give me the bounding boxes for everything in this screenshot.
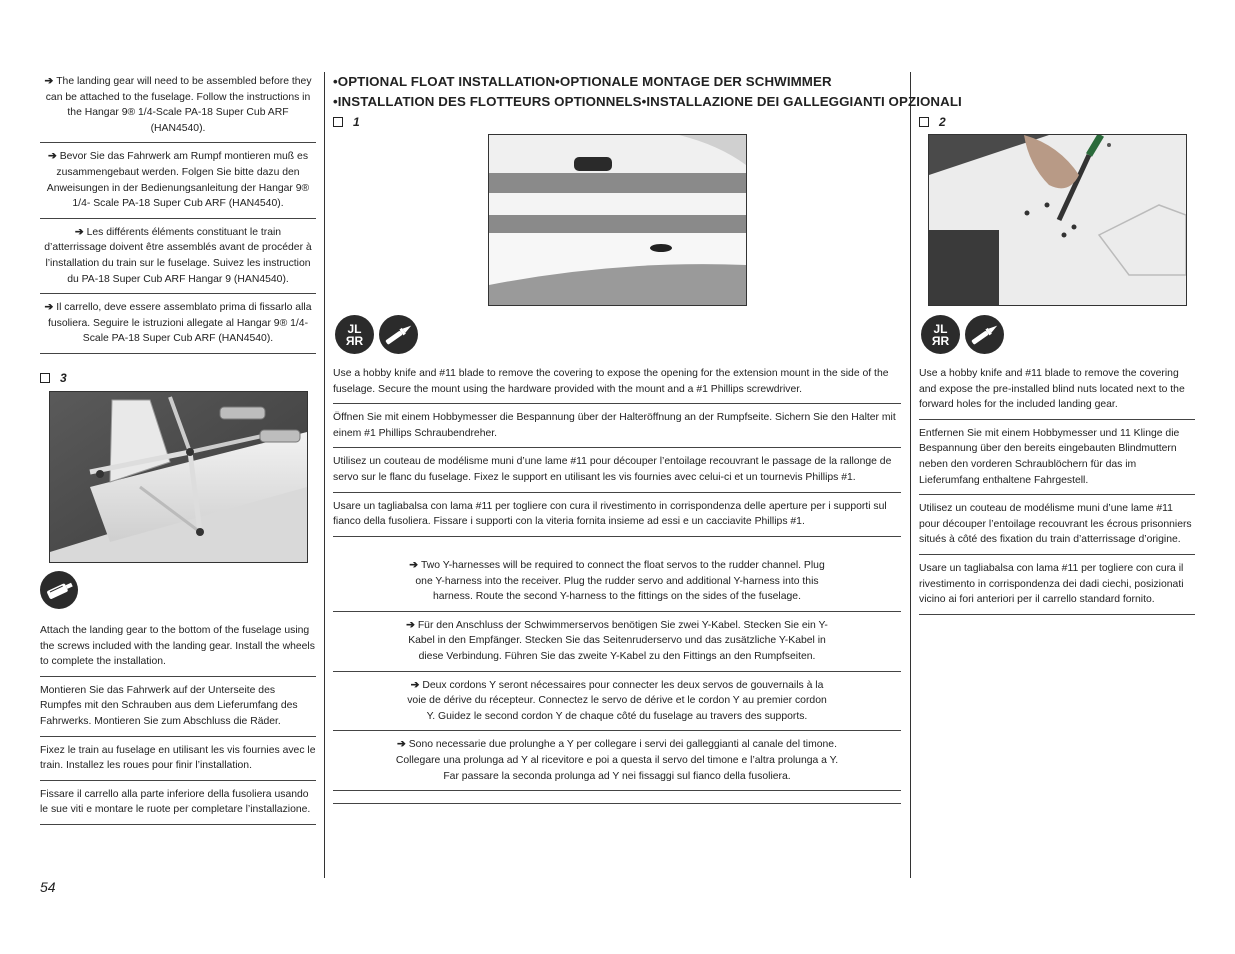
landing-gear-photo (49, 391, 308, 563)
blind-nut-photo (928, 134, 1187, 306)
step-1-heading (333, 115, 360, 129)
column-divider-right (910, 72, 911, 878)
paragraph-de: Öffnen Sie mit einem Hobbymesser die Bespannung über der Halteröffnung an der Rumpfseite. Sichern Sie den Halter mit einem #1 Phillips Schraubendreher. (333, 404, 901, 448)
step-2-heading (919, 115, 946, 129)
hobby-knife-badge-icon (379, 315, 418, 354)
ruler-badge-icon: JL ЯR (335, 315, 374, 354)
section-title-line1: •OPTIONAL FLOAT INSTALLATION•OPTIONALE MONTAGE DER SCHWIMMER (333, 74, 832, 89)
column-divider-left (324, 72, 325, 878)
paragraph-de: Montieren Sie das Fahrwerk auf der Unterseite des Rumpfes mit den Schrauben aus dem Lieferumfang des Fahrwerks. Montieren Sie zum Abschluss die Räder. (40, 677, 316, 737)
left-step-3-text (40, 617, 316, 825)
note-it: ➔ Sono necessarie due prolunghe a Y per collegare i servi dei galleggianti al canale del timone. Collegare una prolunga ad Y al ricevitore e poi a questa il servo del timone e l’altra prolunga a Y. Far passare la seconda prolunga ad Y nei fissaggi sul fianco della fusoliera. (333, 731, 901, 791)
middle-step-1-text (333, 360, 901, 537)
screwdriver-badge-icon (40, 571, 78, 609)
arrow-icon: ➔ (44, 76, 54, 87)
note-de: ➔ Für den Anschluss der Schwimmerservos benötigen Sie zwei Y-Kabel. Stecken Sie ein Y-Kabel in den Empfänger. Stecken Sie das Seitenruderservo und das zusätzliche Y-Kabel in diese Verbindung. Führen Sie das zweite Y-Kabel zu den Fittings an den Rumpfseiten. (333, 612, 901, 672)
paragraph-it: Usare un tagliabalsa con lama #11 per togliere con cura il rivestimento in corrispondenza delle aperture per i supporti sul fianco della fusoliera. Fissare i supporti con la viteria fornita insieme ad essi e un cacciavite Phillips #1. (333, 493, 901, 537)
note-fr: ➔ Les différents éléments constituant le train d’atterrissage doivent être assemblés avant de procéder à l’installation du train sur le fuselage. Suivez les instruction du PA-18 Super Cub ARF Hangar 9 (HAN4540). (40, 219, 316, 294)
right-step-2-text (919, 360, 1195, 615)
arrow-icon: ➔ (44, 302, 54, 314)
note-de: ➔ Bevor Sie das Fahrwerk am Rumpf montieren muß es zusammengebaut werden. Folgen Sie bitte dazu den Anweisungen in der Bedienungsanleitung der Hangar 9® 1/4- Scale PA-18 Super Cub ARF (HAN4540). (40, 143, 316, 218)
page-number: 54 (40, 879, 56, 895)
middle-notes (333, 552, 901, 804)
step-number: 1 (353, 115, 360, 129)
note-en: ➔ Two Y-harnesses will be required to connect the float servos to the rudder channel. Plug one Y-harness into the receiver. Plug the rudder servo and additional Y-harness into this harness. Route the second Y-harness to the fittings on the sides of the fuselage. (333, 552, 901, 612)
arrow-icon: ➔ (47, 151, 57, 163)
arrow-icon: ➔ (410, 679, 420, 691)
note-en: ➔ The landing gear will need to be assembled before they can be attached to the fuselage. Follow the instructions in the Hangar 9® 1/4-Scale PA-18 Super Cub ARF (HAN4540). (40, 68, 316, 143)
hobby-knife-badge-icon (965, 315, 1004, 354)
checkbox-icon (40, 373, 50, 383)
arrow-icon: ➔ (397, 739, 406, 751)
arrow-icon: ➔ (409, 560, 418, 571)
section-title (333, 72, 962, 111)
arrow-icon: ➔ (74, 226, 84, 238)
note-fr: ➔ Deux cordons Y seront nécessaires pour connecter les deux servos de gouvernails à la voie de dérive du récepteur. Connectez le servo de dérive et le cordon Y au premier cordon Y. Guidez le second cordon Y de chaque côté du fuselage au travers des supports. (333, 672, 901, 732)
fuselage-side-photo (488, 134, 747, 306)
paragraph-fr: Fixez le train au fuselage en utilisant les vis fournies avec le train. Installez les roues pour finir l’installation. (40, 737, 316, 781)
paragraph-it: Fissare il carrello alla parte inferiore della fusoliera usando le sue viti e montare le ruote per completare l’installazione. (40, 781, 316, 825)
left-column (40, 68, 316, 354)
paragraph-fr: Utilisez un couteau de modélisme muni d’une lame #11 pour découper l’entoilage recouvrant les écrous prisonniers situés à côté des fixation du train d’atterrissage d’origine. (919, 495, 1195, 555)
note-it: ➔ Il carrello, deve essere assemblato prima di fissarlo alla fusoliera. Seguire le istruzioni allegate al Hangar 9® 1/4- Scale PA-18 Super Cub ARF (HAN4540). (40, 294, 316, 354)
ruler-badge-icon: JL ЯR (921, 315, 960, 354)
paragraph-en: Attach the landing gear to the bottom of the fuselage using the screws included with the landing gear. Install the wheels to complete the installation. (40, 617, 316, 677)
checkbox-icon (333, 117, 343, 127)
paragraph-fr: Utilisez un couteau de modélisme muni d’une lame #11 pour découper l’entoilage recouvrant le passage de la rallonge de servo sur le flanc du fuselage. Fixez le support en utilisant les vis fournies avec celui-ci et un tournevis Phillips #1. (333, 448, 901, 492)
step-number: 2 (939, 115, 946, 129)
paragraph-en: Use a hobby knife and #11 blade to remove the covering and expose the pre-installed blind nuts located next to the forward holes for the included landing gear. (919, 360, 1195, 420)
step-number: 3 (60, 371, 67, 385)
section-title-line2: •INSTALLATION DES FLOTTEURS OPTIONNELS•INSTALLAZIONE DEI GALLEGGIANTI OPZIONALI (333, 93, 962, 109)
step-3-heading (40, 371, 67, 385)
checkbox-icon (919, 117, 929, 127)
arrow-icon: ➔ (406, 619, 415, 631)
paragraph-en: Use a hobby knife and #11 blade to remove the covering to expose the opening for the extension mount in the side of the fuselage. Secure the mount using the hardware provided with the mount and a #1 Phillips screwdriver. (333, 360, 901, 404)
paragraph-it: Usare un tagliabalsa con lama #11 per togliere con cura il rivestimento in corrispondenza dei dadi ciechi, posizionati vicino ai fori anteriori per il carrello standard fornito. (919, 555, 1195, 615)
empty-section-rule (333, 791, 901, 804)
paragraph-de: Entfernen Sie mit einem Hobbymesser und 11 Klinge die Bespannung über den bereits eingebauten Blindmuttern neben den vorderen Schraublöchern für das im Lieferumfang enthaltene Fahrgestell. (919, 420, 1195, 495)
